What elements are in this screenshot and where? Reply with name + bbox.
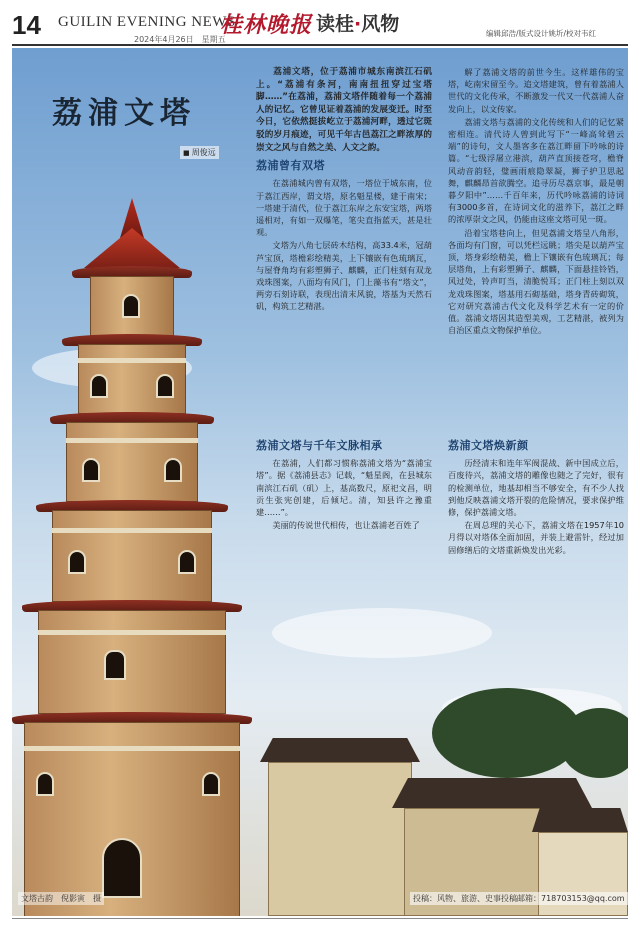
section-dot: · <box>354 13 362 35</box>
photo-caption: 文塔古韵 倪影寅 摄 <box>18 892 104 905</box>
title-block <box>52 88 196 132</box>
pagoda-tier <box>38 610 226 714</box>
text-column-3 <box>256 434 432 532</box>
building-roof <box>532 808 628 832</box>
header-rule <box>12 44 628 46</box>
building-roof <box>392 778 592 808</box>
pagoda-window <box>122 294 140 318</box>
feature-photo <box>12 48 628 916</box>
pagoda-window <box>202 772 220 796</box>
section-title <box>316 9 399 36</box>
section-heading: 荔浦曾有双塔 <box>256 159 325 173</box>
pagoda-band <box>66 438 198 443</box>
pagoda-band <box>38 630 226 635</box>
issue-date: 2024年4月26日 星期五 <box>134 35 226 44</box>
paragraph: 在荔浦，人们都习惯称荔浦文塔为“荔浦宝塔”。据《荔浦县志》记载，“魁星阁，在县城东南滨江石矶（矶）上，基高数尺，原祀文昌，明贡生张宪创建，后倾圮。清，知县许之豫重建……”。 <box>256 458 432 518</box>
article-intro: 荔浦文塔，位于荔浦市城东南滨江石矶上。“荔浦有条河，南南扭扭穿过宝塔脚……”在荔浦，荔浦文塔伴随着每一个荔浦人的记忆。它曾见证着荔浦的发展变迁。时至今日，它依然挺拔屹立于荔浦河畔，透过它斑驳的岁月痕迹，可见千年古邑荔江之畔浓厚的崇文之风与自然之美、人文之韵。 <box>256 67 432 153</box>
pagoda-window <box>156 374 174 398</box>
page-number: 14 <box>12 10 41 40</box>
section-name: 读桂 <box>316 13 355 35</box>
submission-credit: 投稿：风物、旅游、史事投稿邮箱：718703153@qq.com <box>410 892 628 905</box>
pagoda-window <box>82 458 100 482</box>
article-body-lower <box>252 428 628 728</box>
article-byline: ■ 周俊远 <box>180 146 219 159</box>
text-column-4 <box>448 434 624 557</box>
pagoda-window <box>164 458 182 482</box>
paper-logo: 桂林晚报 <box>220 12 313 38</box>
subsection-name: 风物 <box>361 13 400 35</box>
text-column-2 <box>448 66 624 337</box>
pagoda-band <box>78 358 186 363</box>
article-title: 荔浦文塔 <box>52 96 196 131</box>
paragraph: 荔浦文塔与荔浦的文化传统和人们的记忆紧密相连。清代诗人曾到此写下“一峰高耸碧云端”的诗句，文人墨客多在荔江畔留下吟咏的诗篇。“七级浮屠立港滨，葫芦直顶接苍穹，檐脊风动音韵轻，璧画雨痕隐翠凝，狮子护卫思起舞，麒麟昂首欲腾空。追寻历尽荔京事，最是朝暮夕阳中”……千百年来，历代吟咏荔浦的诗词有3000多首，在诗词文化的滋养下，荔江之畔的浓厚崇文之风，仍能由这座文塔可见一斑。 <box>448 116 624 225</box>
paragraph: 在荔浦城内曾有双塔，一塔位于城东南，位于荔江西岸，谓文塔，原名魁星楼，建于南宋；一塔建于清代，位于荔江东岸之东安宝塔，两塔遥相对，有如一双爆笔，笔尖直指蓝天，甚是壮观。 <box>256 178 432 238</box>
pagoda-door <box>102 838 142 898</box>
pagoda-window <box>36 772 54 796</box>
paragraph: 历经清末和连年军阀混战、新中国成立后，百废待兴，荔浦文塔的雕像也随之了完好，很有的检测单位，地基却相当不够安全，有不少人找到他反映荔浦文塔开裂的危险情况，要求保护维修，保护荔浦文塔。 <box>448 458 624 518</box>
section-heading: 荔浦文塔焕新颜 <box>448 439 529 452</box>
pagoda-roof <box>84 228 180 268</box>
editor-credit: 编辑邱浩/版式设计姚圻/校对韦红 <box>486 29 597 38</box>
pagoda-window <box>68 550 86 574</box>
pagoda-band <box>52 528 212 533</box>
section-heading: 荔浦文塔与千年文脉相承 <box>256 439 383 452</box>
paragraph: 文塔为八角七层砖木结构，高33.4米，冠葫芦宝顶，塔檐彩绘精美，上下镶嵌有色琉璃瓦，与屋脊角均有彩塑狮子、麒麟，正门柱刻有双龙戏珠图案，八面均有风门，门上藻书有“塔文”，两旁石刻诗联，表现出清末风貌，塔基为天然石矶，构筑工艺精湛。 <box>256 240 432 312</box>
paragraph: 美丽的传说世代相传，也让荔浦老百姓了 <box>272 520 420 531</box>
pagoda-illustration <box>12 198 252 916</box>
paragraph: 沿着宝塔巷向上，但见荔浦文塔呈八角形，各面均有门窗，可以凭栏远眺；塔尖是以葫芦宝顶，塔身彩绘精美，檐上下镶嵌有色琉璃瓦；每层塔角，上有彩塑狮子、麒麟，下面悬挂铃铛，风过处，铃声叮当，清脆悦耳；正门柱上刻以双龙戏珠图案，塔基用石砌基础，塔身青砖砌筑，它对研究荔浦古代文化及科学艺术有一定的价值。荔浦文塔因其造型美观，工艺精湛，被列为自治区重点文物保护单位。 <box>448 227 624 336</box>
pagoda-band <box>24 746 240 751</box>
pagoda-window <box>178 550 196 574</box>
pagoda-window <box>90 374 108 398</box>
text-column-1 <box>256 66 432 314</box>
building <box>268 762 412 916</box>
building-roof <box>260 738 420 762</box>
masthead <box>0 0 640 44</box>
pagoda-window <box>104 650 126 680</box>
bottom-rule <box>12 918 628 919</box>
paragraph: 在周总理的关心下，荔浦文塔在1957年10月得以对塔体全面加固，并装上避雷针，经过加固修缮后的文塔重新焕发出光彩。 <box>448 520 624 555</box>
paragraph: 解了荔浦文塔的前世今生。这样雄伟的宝塔，屹南宋留至今。追文塔建筑，曾有着荔浦人世代的文化传承，不断激发一代又一代荔浦人奋发向上，以文传家。 <box>448 67 624 114</box>
paper-name-en: GUILIN EVENING NEWS <box>58 14 236 30</box>
